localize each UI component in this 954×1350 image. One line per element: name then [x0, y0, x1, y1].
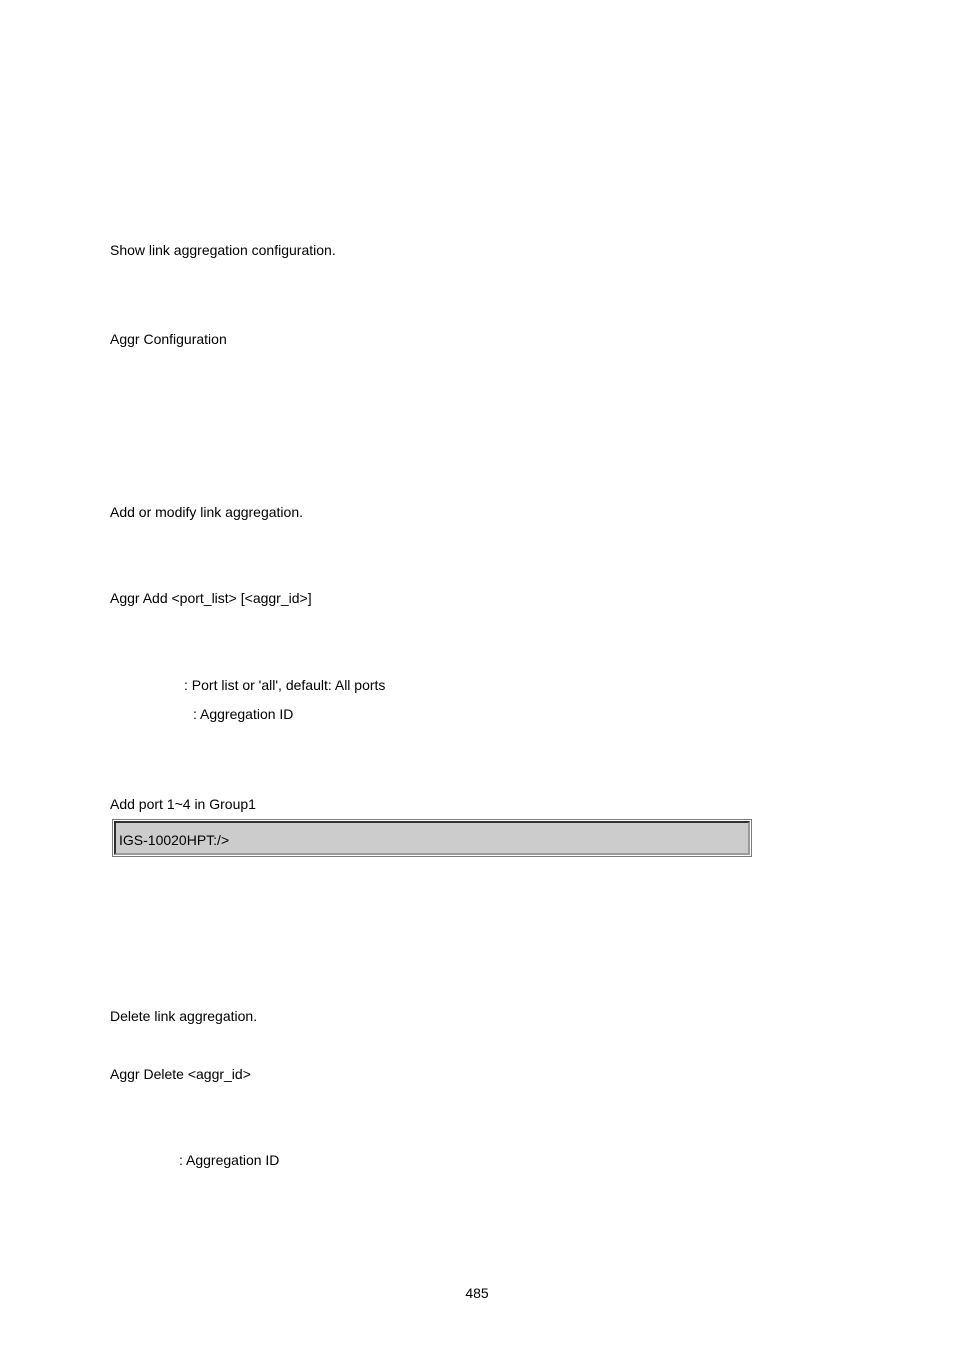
aggr-delete-description: Delete link aggregation. — [110, 1008, 258, 1024]
aggr-add-syntax: Aggr Add <port_list> [<aggr_id>] — [110, 590, 312, 606]
aggr-add-description: Add or modify link aggregation. — [110, 504, 303, 520]
aggr-add-example-caption: Add port 1~4 in Group1 — [110, 796, 256, 812]
page-number: 485 — [465, 1285, 489, 1301]
aggr-configuration-description: Show link aggregation configuration. — [110, 242, 336, 258]
console-prompt: IGS-10020HPT:/> — [114, 821, 750, 855]
console-example-box — [112, 819, 752, 857]
aggr-configuration-syntax: Aggr Configuration — [110, 331, 227, 347]
aggr-add-param-port-list: : Port list or 'all', default: All ports — [184, 677, 386, 693]
aggr-delete-syntax: Aggr Delete <aggr_id> — [110, 1066, 251, 1082]
aggr-delete-param-aggr-id: : Aggregation ID — [179, 1152, 280, 1168]
aggr-add-param-aggr-id: : Aggregation ID — [193, 706, 294, 722]
